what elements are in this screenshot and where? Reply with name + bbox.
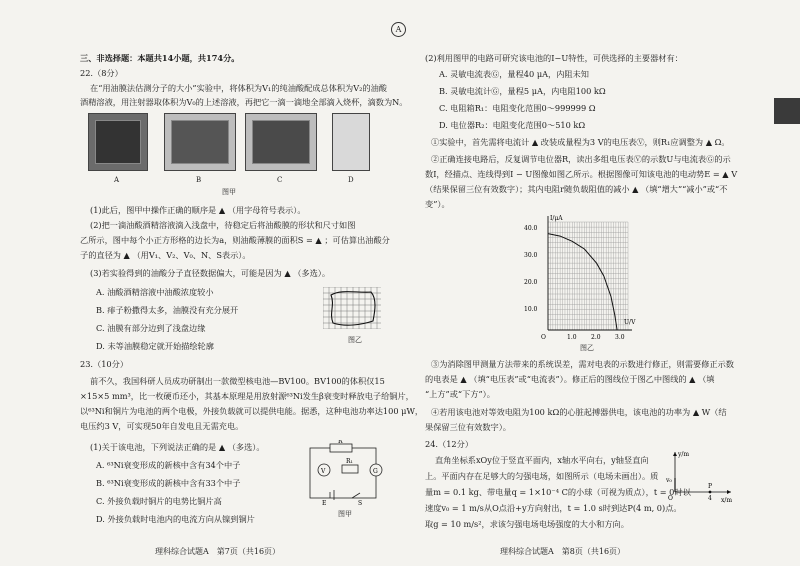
equipment-b: B. 灵敏电流计Ⓖ，量程5 μA，内电阻100 kΩ (439, 86, 606, 96)
q24-line-1: 直角坐标系xOy位于竖直平面内，x轴水平向右，y轴竖直向 (435, 455, 649, 465)
right-footer: 理科综合试题A 第8页（共16页） (500, 547, 626, 556)
equipment-c: C. 电阻箱R₁：电阻变化范围0～999999 Ω (439, 103, 596, 113)
circuit-caption: 图甲 (338, 510, 352, 518)
item-2-c: （结果保留三位有效数字）；其内电阻r随负载阻值的减小 ▲ （填“增大”“减小”或“不 (425, 184, 728, 194)
q24-head: 24.（12分） (425, 439, 474, 449)
xtick-1: 1.0 (567, 334, 577, 341)
ytick-20: 20.0 (524, 279, 538, 286)
item-1: ①实验中，首先需将电流计 ▲ 改装成量程为3 V的电压表Ⓥ，则R₁应调整为 ▲ Ω。 (431, 137, 730, 147)
q24-line-5: 取g = 10 m/s²，求该匀强电场电场强度的大小和方向。 (425, 519, 629, 529)
equipment-a: A. 灵敏电流表Ⓖ，量程40 μA，内阻未知 (439, 69, 589, 79)
q22-intro-1: 在“用油膜法估测分子的大小”实验中，将体积为V₁的纯油酸配成总体积为V₂的油酸 (90, 83, 387, 93)
item-2-d: 变”）。 (425, 199, 450, 209)
photo-label-b: B (196, 176, 202, 184)
photo-label-c: C (277, 176, 283, 184)
paper-version-badge: A (391, 22, 406, 37)
fig-axis-x: x/m (721, 497, 733, 504)
photo-a (88, 113, 148, 171)
ytick-40: 40.0 (524, 225, 538, 232)
item-3-c: “上方”或“下方”）。 (425, 389, 495, 399)
q22-head: 22.（8分） (80, 68, 123, 78)
q23-part1: (1)关于该电池，下列说法正确的是 ▲ （多选）。 (90, 442, 265, 452)
fig-origin: O (668, 495, 673, 502)
left-footer: 理科综合试题A 第7页（共16页） (155, 547, 281, 556)
edge-tab (774, 98, 800, 124)
q24-line-2: 上。平面内存在足够大的匀强电场，如图所示（电场未画出）。质 (425, 471, 659, 481)
photo-label-a: A (114, 176, 120, 184)
circuit-label-r: R (338, 440, 343, 445)
graph-ylabel: I/μA (550, 215, 563, 222)
ytick-10: 10.0 (524, 306, 538, 313)
origin-label: O (541, 334, 546, 341)
circuit-label-g: G (373, 468, 378, 475)
coordinate-figure (665, 448, 735, 508)
part2-intro: (2)利用图甲的电路可研究该电池的I−U特性，可供选择的主要器材有： (425, 53, 683, 63)
q22-option-a: A. 油酸酒精溶液中油酸浓度较小 (96, 287, 214, 297)
photo-b (164, 113, 236, 171)
q22-option-c: C. 油膜有部分边到了浅盘边缘 (96, 323, 206, 333)
q23-line-2: ×15×5 mm³，比一枚硬币还小，其基本原理是用放射源⁶³Ni发生β衰变时释放电子给铜片， (80, 391, 414, 401)
q24-line-3: 量m = 0.1 kg、带电量q = 1×10⁻⁴ C的小球（可视为质点），t = 0时以 (425, 487, 691, 497)
circuit-label-e: E (322, 500, 327, 506)
circuit-diagram (302, 440, 384, 506)
q22-option-b: B. 痱子粉撒得太多，油膜没有充分展开 (96, 305, 239, 315)
fig-v0: v₀ (666, 477, 672, 484)
q23-option-b: B. ⁶³Ni衰变形成的新核中含有33个中子 (96, 478, 241, 488)
q24-line-4: 速度v₀ = 1 m/s从O点沿+y方向射出，t = 1.0 s时到达P(4 m, 0)点。 (425, 503, 682, 513)
iu-graph (520, 212, 640, 342)
xtick-3: 3.0 (615, 334, 625, 341)
q23-line-1: 前不久，我国科研人员成功研制出一款微型核电池—BV100。BV100的体积仅15 (90, 376, 385, 386)
ytick-30: 30.0 (524, 252, 538, 259)
item-4-b: 果保留三位有效数字）。 (425, 422, 511, 432)
q22-intro-2: 酒精溶液，用注射器取体积为V₀的上述溶液，再把它一滴一滴地全部滴入烧杯，滴数为N。 (80, 97, 408, 107)
equipment-d: D. 电位器R₂：电阻变化范围0～510 kΩ (439, 120, 586, 130)
q23-option-a: A. ⁶³Ni衰变形成的新核中含有34个中子 (96, 460, 241, 470)
q22-part2-c: 子的直径为 ▲ （用V₁、V₂、V₀、N、S表示）。 (80, 250, 251, 260)
iu-curve (548, 234, 617, 330)
item-3-a: ③为消除图甲测量方法带来的系统误差，需对电表的示数进行修正，则需要修正示数 (431, 359, 734, 369)
photo-label-d: D (348, 176, 354, 184)
figure-b-caption: 图乙 (348, 336, 362, 344)
fig-point-p: P (708, 483, 713, 490)
q23-option-c: C. 外接负载时铜片的电势比铜片高 (96, 496, 222, 506)
fig-axis-y: y/m (678, 451, 690, 458)
q22-part2-b: 乙所示，图中每个小正方形格的边长为a，则油酸薄膜的面积S = ▲ ；可估算出油酸分 (80, 235, 390, 245)
circuit-label-v: V (321, 468, 326, 475)
fig-four: 4 (708, 495, 712, 502)
figure-a-caption: 图甲 (222, 188, 236, 196)
xtick-2: 2.0 (591, 334, 601, 341)
oil-film-grid-figure (323, 287, 381, 329)
q23-head: 23.（10分） (80, 359, 129, 369)
photo-c (245, 113, 317, 171)
photo-d (332, 113, 370, 171)
graph-xlabel: U/V (624, 319, 636, 326)
circuit-label-r1: R₁ (346, 458, 353, 465)
item-4-a: ④若用该电池对等效电阻为100 kΩ的心脏起搏器供电，该电池的功率为 ▲ W（结 (431, 407, 727, 417)
q22-part3: (3)若实验得到的油酸分子直径数据偏大，可能是因为 ▲ （多选）。 (90, 268, 331, 278)
graph-caption: 图乙 (580, 344, 594, 352)
q23-line-4: 电压约3 V，可实现50年自发电且无需充电。 (80, 421, 244, 431)
q22-part1: (1)此后，图甲中操作正确的顺序是 ▲ （用字母符号表示）。 (90, 205, 306, 215)
q22-part2-a: (2)把一滴油酸酒精溶液滴入浅盘中，待稳定后将油酸膜的形状和尺寸如图 (90, 220, 356, 230)
item-3-b: 的电表是 ▲ （填“电压表”或“电流表”）。修正后的图线位于图乙中图线的 ▲ （填 (425, 374, 715, 384)
circuit-label-s: S (358, 500, 363, 506)
q23-option-d: D. 外接负载时电池内的电流方向从镍到铜片 (96, 514, 255, 524)
q22-option-d: D. 未等油膜稳定就开始描绘轮廓 (96, 341, 214, 351)
section-title: 三、非选择题：本题共14小题，共174分。 (80, 53, 240, 63)
item-2-b: 数I，经描点、连线得到I − U图像如图乙所示。根据图像可知该电池的电动势E = ▲ V (425, 169, 738, 179)
item-2-a: ②正确连接电路后，反复调节电位器R，读出多组电压表Ⓥ的示数U与电流表Ⓖ的示 (431, 154, 731, 164)
q23-line-3: 以⁶³Ni和铜片为电池的两个电极，外接负载就可以提供电能。据悉，这种电池功率达100 μW， (80, 406, 424, 416)
